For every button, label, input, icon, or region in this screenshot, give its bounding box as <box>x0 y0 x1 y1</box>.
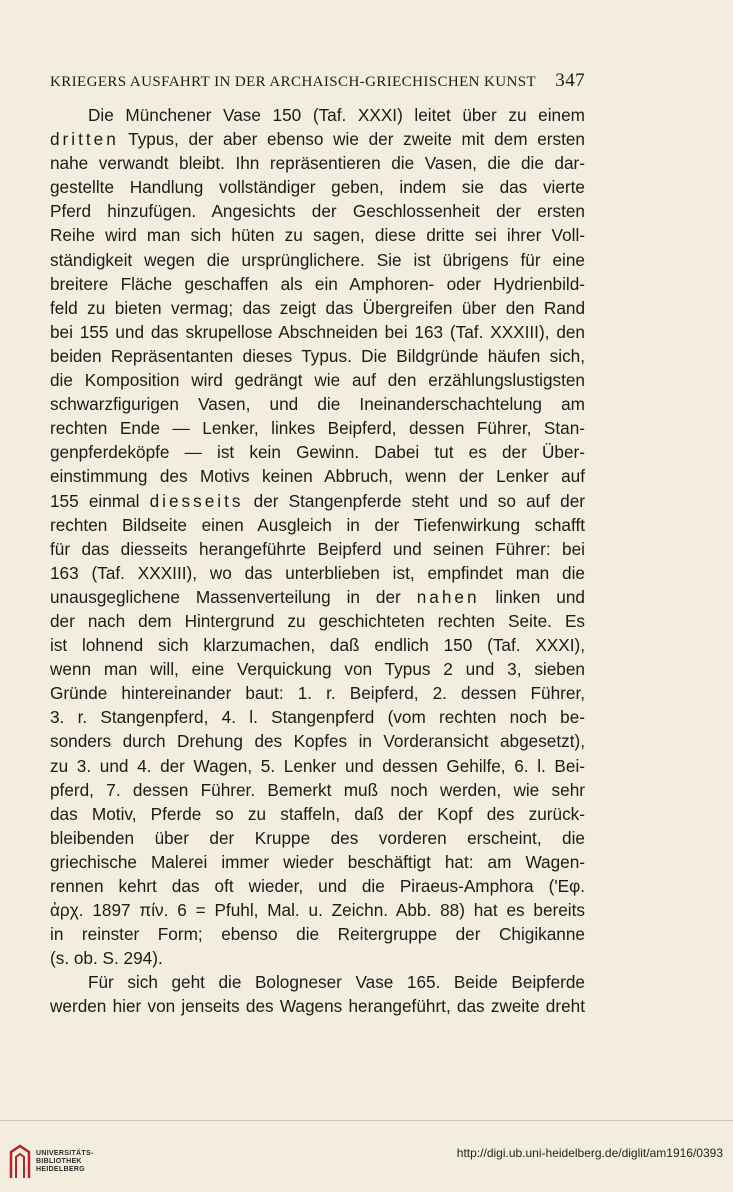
text-line: werden hier von jenseits des Wagens herangeführt, das zweite dreht <box>50 996 585 1017</box>
text-line: (s. ob. S. 294). <box>50 948 163 969</box>
text-line: ἀρχ. 1897 πίν. 6 = Pfuhl, Mal. u. Zeichn. Abb. 88) hat es bereits <box>50 900 585 921</box>
body-text <box>50 103 585 1019</box>
text-line: Gründe hintereinander baut: 1. r. Beipferd, 2. dessen Führer, <box>50 683 585 704</box>
text-line: schwarzfigurigen Vasen, und die Ineinanderschachtelung am <box>50 394 585 415</box>
text-fragment: linken und <box>495 586 585 607</box>
logo-text <box>36 1150 94 1174</box>
text-line <box>50 127 585 151</box>
text-line: rechten Bildseite einen Ausgleich in der Tiefenwirkung schafft <box>50 514 585 535</box>
text-line: griechische Malerei immer wieder beschäftigt hat: am Wagen- <box>50 851 585 872</box>
text-line: das Motiv, Pferde so zu staffeln, daß der Kopf des zurück- <box>50 803 585 824</box>
text-line: bleibenden über der Kruppe des vorderen erscheint, die <box>50 827 585 848</box>
text-line: gestellte Handlung vollständiger geben, indem sie das vierte <box>50 177 585 198</box>
running-title: KRIEGERS AUSFAHRT IN DER ARCHAISCH-GRIECHISCHEN KUNST <box>50 74 537 90</box>
text-fragment: Typus, der aber ebenso wie der zweite mit dem ersten <box>118 129 585 150</box>
running-head <box>50 70 585 94</box>
text-line: ist lohnend sich klarzumachen, daß endlich 150 (Taf. XXXI), <box>50 635 585 656</box>
text-line: für das diesseits herangeführte Beipferd und seinen Führer: bei <box>50 538 585 559</box>
text-line: ständigkeit wegen die ursprünglichere. Sie ist übrigens für eine <box>50 249 585 270</box>
text-line: einstimmung des Motivs keinen Abbruch, wenn der Lenker auf <box>50 466 585 487</box>
text-line: feld zu bieten vermag; das zeigt das Übergreifen über den Rand <box>50 297 585 318</box>
logo-line: BIBLIOTHEK <box>36 1158 82 1165</box>
spaced-word: dritten <box>50 129 119 150</box>
university-library-icon <box>8 1144 32 1180</box>
logo-line: HEIDELBERG <box>36 1166 85 1173</box>
text-line <box>50 585 585 609</box>
text-line: Für sich geht die Bologneser Vase 165. Beide Beipferde <box>88 972 585 993</box>
footer <box>0 1140 733 1192</box>
text-line: 163 (Taf. XXXIII), wo das unterblieben ist, empfindet man die <box>50 562 585 583</box>
spaced-word: diesseits <box>149 490 244 511</box>
text-line: nahe verwandt bleibt. Ihn repräsentieren die Vasen, die die dar- <box>50 153 585 174</box>
library-logo[interactable] <box>8 1144 94 1180</box>
text-line: zu 3. und 4. der Wagen, 5. Lenker und dessen Gehilfe, 6. l. Bei- <box>50 755 585 776</box>
text-line: der nach dem Hintergrund zu geschichteten rechten Seite. Es <box>50 610 585 631</box>
page-number: 347 <box>555 70 585 91</box>
text-line: Die Münchener Vase 150 (Taf. XXXI) leitet über zu einem <box>88 105 585 125</box>
text-line: rechten Ende — Lenker, linkes Beipferd, dessen Führer, Stan- <box>50 418 585 439</box>
spaced-word: nahen <box>416 586 480 607</box>
text-line: sonders durch Drehung des Kopfes in Vorderansicht abgesetzt), <box>50 731 585 752</box>
text-line: beiden Repräsentanten dieses Typus. Die Bildgründe häufen sich, <box>50 345 585 366</box>
text-line: in reinster Form; ebenso die Reitergruppe der Chigikanne <box>50 924 585 945</box>
logo-line: UNIVERSITÄTS- <box>36 1150 94 1157</box>
text-line: die Komposition wird gedrängt wie auf den erzählungslustigsten <box>50 370 585 391</box>
text-line: wenn man will, eine Verquickung von Typus 2 und 3, sieben <box>50 659 585 680</box>
source-url[interactable]: http://digi.ub.uni-heidelberg.de/diglit/am1916/0393 <box>456 1146 723 1160</box>
text-line: Reihe wird man sich hüten zu sagen, diese dritte sei ihrer Voll- <box>50 225 585 246</box>
text-line: genpferdeköpfe — ist kein Gewinn. Dabei tut es der Über- <box>50 442 585 463</box>
text-line: breitere Fläche geschaffen als ein Amphoren- oder Hydrienbild- <box>50 273 585 294</box>
text-line: pferd, 7. dessen Führer. Bemerkt muß noch werden, wie sehr <box>50 779 585 800</box>
text-fragment: 155 einmal <box>50 490 150 511</box>
text-fragment: der Stangenpferde steht und so auf der <box>243 490 585 511</box>
text-line: rennen kehrt das oft wieder, und die Piraeus-Amphora ('Εφ. <box>50 876 585 896</box>
text-fragment: unausgeglichene Massenverteilung in der <box>50 586 401 607</box>
text-line: Pferd hinzufügen. Angesichts der Geschlossenheit der ersten <box>50 201 585 222</box>
footer-divider <box>0 1120 733 1121</box>
text-line <box>50 489 585 513</box>
text-line: bei 155 und das skrupellose Abschneiden bei 163 (Taf. XXXIII), den <box>50 321 585 342</box>
text-line: 3. r. Stangenpferd, 4. l. Stangenpferd (vom rechten noch be- <box>50 707 585 728</box>
